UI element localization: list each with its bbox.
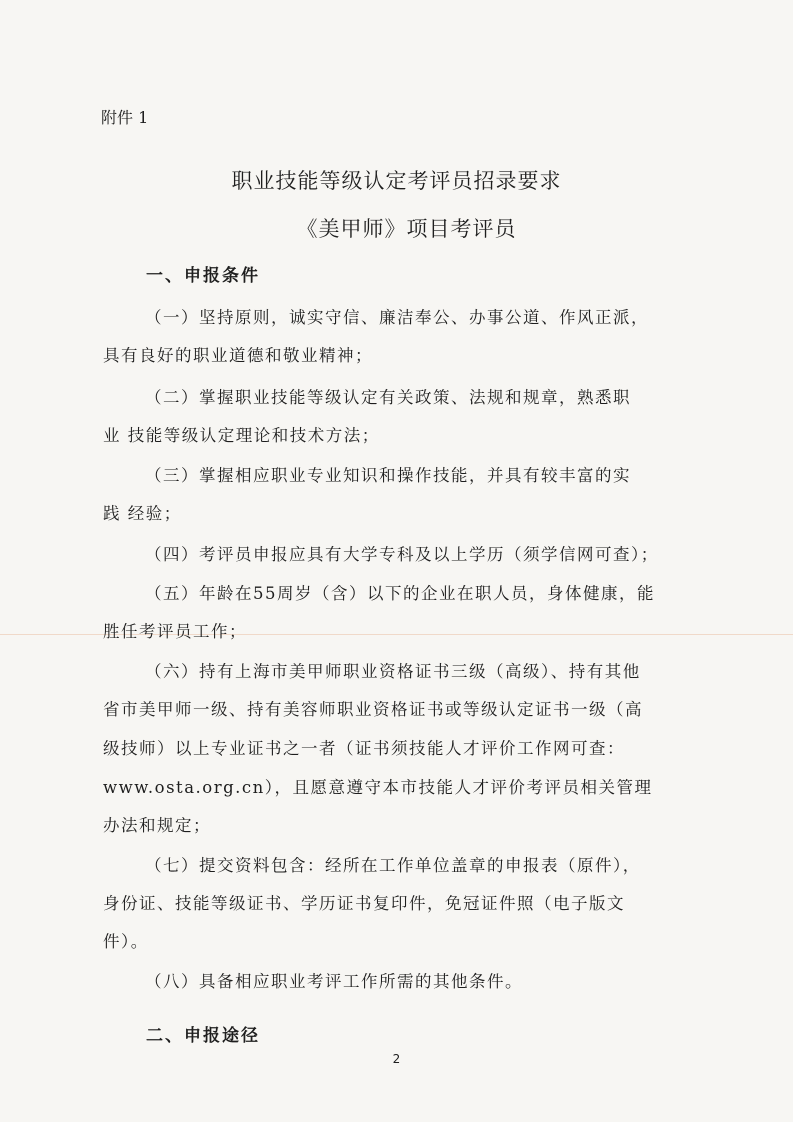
paragraph-line: 业 技能等级认定理论和技术方法； (103, 426, 380, 445)
paragraph-line: （一）坚持原则，诚实守信、廉洁奉公、办事公道、作风正派， (145, 308, 649, 327)
paragraph-line: 办法和规定； (103, 816, 211, 835)
document-subtitle: 《美甲师》项目考评员 (296, 217, 517, 241)
paragraph-line: （五）年龄在55周岁（含）以下的企业在职人员，身体健康，能 (145, 584, 655, 603)
paragraph-line: （二）掌握职业技能等级认定有关政策、法规和规章，熟悉职 (145, 388, 631, 407)
paragraph-line: 胜任考评员工作； (103, 622, 247, 641)
paragraph-line: www.osta.org.cn），且愿意遵守本市技能人才评价考评员相关管理 (103, 778, 653, 797)
paragraph-line: （四）考评员申报应具有大学专科及以上学历（须学信网可查）； (145, 545, 659, 564)
attachment-label: 附件 1 (101, 108, 149, 127)
paragraph-line: 件）。 (103, 932, 149, 951)
paragraph-line: 具有良好的职业道德和敬业精神； (103, 346, 373, 365)
paragraph-line: （三）掌握相应职业专业知识和操作技能，并具有较丰富的实 (145, 466, 631, 485)
document-title: 职业技能等级认定考评员招录要求 (231, 169, 562, 193)
section-heading-application-channels: 二、申报途径 (146, 1026, 260, 1046)
paragraph-line: 级技师）以上专业证书之一者（证书须技能人才评价工作网可查： (103, 739, 625, 758)
paragraph-line: 省市美甲师一级、持有美容师职业资格证书或等级认定证书一级（高 (103, 700, 643, 719)
paragraph-line: （八）具备相应职业考评工作所需的其他条件。 (145, 972, 523, 991)
paragraph-line: （六）持有上海市美甲师职业资格证书三级（高级）、持有其他 (145, 662, 641, 681)
section-heading-application-conditions: 一、申报条件 (146, 266, 260, 286)
paragraph-line: 践 经验； (103, 504, 182, 523)
paragraph-line: 身份证、技能等级证书、学历证书复印件，免冠证件照（电子版文 (103, 894, 625, 913)
paragraph-line: （七）提交资料包含：经所在工作单位盖章的申报表（原件）， (145, 856, 641, 875)
page-number: 2 (392, 1052, 401, 1066)
